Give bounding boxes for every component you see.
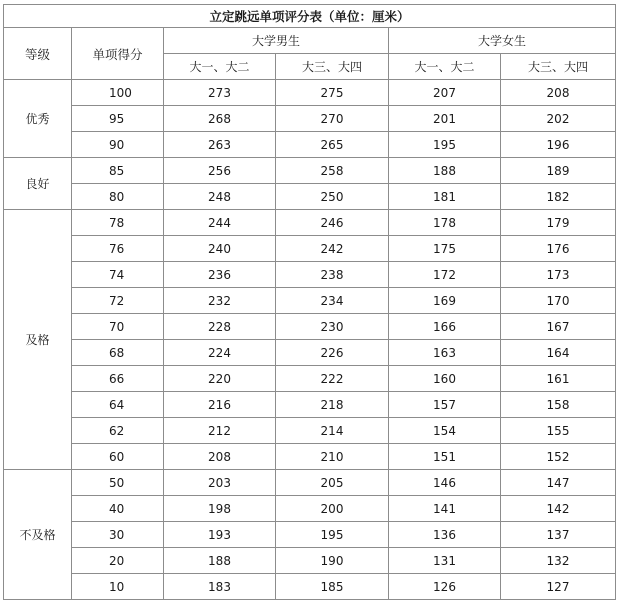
table-row — [4, 522, 616, 548]
table-row — [4, 470, 616, 496]
female-year34-header: 大三、大四 — [501, 54, 616, 80]
score-cell: 10 — [72, 574, 164, 600]
table-row — [4, 236, 616, 262]
female-year12-cell: 195 — [389, 132, 501, 158]
male-year12-cell: 240 — [164, 236, 276, 262]
score-cell: 74 — [72, 262, 164, 288]
table-title: 立定跳远单项评分表（单位：厘米） — [4, 5, 616, 28]
female-year12-cell: 163 — [389, 340, 501, 366]
male-year34-cell: 205 — [276, 470, 389, 496]
male-year34-cell: 246 — [276, 210, 389, 236]
female-year12-cell: 126 — [389, 574, 501, 600]
female-year12-cell: 178 — [389, 210, 501, 236]
score-cell: 90 — [72, 132, 164, 158]
score-cell: 72 — [72, 288, 164, 314]
male-year34-cell: 222 — [276, 366, 389, 392]
score-cell: 85 — [72, 158, 164, 184]
male-year12-cell: 236 — [164, 262, 276, 288]
male-year12-cell: 273 — [164, 80, 276, 106]
male-year34-header: 大三、大四 — [276, 54, 389, 80]
female-year12-cell: 157 — [389, 392, 501, 418]
score-cell: 100 — [72, 80, 164, 106]
table-row — [4, 210, 616, 236]
female-year12-cell: 175 — [389, 236, 501, 262]
male-year34-cell: 265 — [276, 132, 389, 158]
male-year12-cell: 183 — [164, 574, 276, 600]
table-row — [4, 158, 616, 184]
male-year12-cell: 263 — [164, 132, 276, 158]
grade-cell: 及格 — [4, 210, 72, 470]
female-year12-cell: 169 — [389, 288, 501, 314]
score-cell: 68 — [72, 340, 164, 366]
female-year34-cell: 196 — [501, 132, 616, 158]
table-row — [4, 80, 616, 106]
female-year12-cell: 146 — [389, 470, 501, 496]
male-year12-cell: 224 — [164, 340, 276, 366]
male-year12-header: 大一、大二 — [164, 54, 276, 80]
score-cell: 50 — [72, 470, 164, 496]
grade-cell: 良好 — [4, 158, 72, 210]
male-year12-cell: 188 — [164, 548, 276, 574]
male-year34-cell: 238 — [276, 262, 389, 288]
female-year34-cell: 161 — [501, 366, 616, 392]
table-row — [4, 392, 616, 418]
female-year34-cell: 152 — [501, 444, 616, 470]
male-year12-cell: 248 — [164, 184, 276, 210]
female-year34-cell: 202 — [501, 106, 616, 132]
table-row — [4, 340, 616, 366]
score-cell: 66 — [72, 366, 164, 392]
table-row — [4, 496, 616, 522]
score-header: 单项得分 — [72, 28, 164, 80]
male-year12-cell: 198 — [164, 496, 276, 522]
female-header: 大学女生 — [389, 28, 616, 54]
table-row — [4, 106, 616, 132]
female-year34-cell: 167 — [501, 314, 616, 340]
female-year34-cell: 155 — [501, 418, 616, 444]
score-cell: 95 — [72, 106, 164, 132]
male-year12-cell: 268 — [164, 106, 276, 132]
table-row — [4, 574, 616, 600]
female-year12-cell: 188 — [389, 158, 501, 184]
male-year12-cell: 220 — [164, 366, 276, 392]
female-year34-cell: 176 — [501, 236, 616, 262]
score-cell: 30 — [72, 522, 164, 548]
male-year12-cell: 203 — [164, 470, 276, 496]
male-year34-cell: 275 — [276, 80, 389, 106]
male-year12-cell: 228 — [164, 314, 276, 340]
female-year12-cell: 131 — [389, 548, 501, 574]
grade-cell: 优秀 — [4, 80, 72, 158]
male-year34-cell: 214 — [276, 418, 389, 444]
male-year34-cell: 218 — [276, 392, 389, 418]
male-year34-cell: 270 — [276, 106, 389, 132]
female-year12-cell: 160 — [389, 366, 501, 392]
female-year34-cell: 164 — [501, 340, 616, 366]
female-year12-cell: 181 — [389, 184, 501, 210]
male-year34-cell: 226 — [276, 340, 389, 366]
grade-header: 等级 — [4, 28, 72, 80]
male-year12-cell: 216 — [164, 392, 276, 418]
female-year34-cell: 132 — [501, 548, 616, 574]
table-row — [4, 444, 616, 470]
score-cell: 78 — [72, 210, 164, 236]
female-year34-cell: 179 — [501, 210, 616, 236]
male-year12-cell: 193 — [164, 522, 276, 548]
female-year34-cell: 147 — [501, 470, 616, 496]
male-year12-cell: 232 — [164, 288, 276, 314]
male-year34-cell: 242 — [276, 236, 389, 262]
male-year34-cell: 195 — [276, 522, 389, 548]
female-year34-cell: 170 — [501, 288, 616, 314]
score-cell: 70 — [72, 314, 164, 340]
male-year34-cell: 234 — [276, 288, 389, 314]
female-year12-cell: 141 — [389, 496, 501, 522]
score-cell: 20 — [72, 548, 164, 574]
female-year34-cell: 127 — [501, 574, 616, 600]
score-cell: 62 — [72, 418, 164, 444]
female-year12-cell: 166 — [389, 314, 501, 340]
female-year12-header: 大一、大二 — [389, 54, 501, 80]
male-year34-cell: 200 — [276, 496, 389, 522]
male-year34-cell: 185 — [276, 574, 389, 600]
table-row — [4, 132, 616, 158]
male-year34-cell: 210 — [276, 444, 389, 470]
male-year12-cell: 256 — [164, 158, 276, 184]
female-year12-cell: 201 — [389, 106, 501, 132]
table-row — [4, 184, 616, 210]
female-year12-cell: 207 — [389, 80, 501, 106]
score-cell: 64 — [72, 392, 164, 418]
score-cell: 80 — [72, 184, 164, 210]
female-year34-cell: 208 — [501, 80, 616, 106]
male-year12-cell: 244 — [164, 210, 276, 236]
grade-cell: 不及格 — [4, 470, 72, 600]
female-year34-cell: 158 — [501, 392, 616, 418]
female-year12-cell: 154 — [389, 418, 501, 444]
table-body — [4, 80, 616, 600]
female-year34-cell: 137 — [501, 522, 616, 548]
female-year34-cell: 142 — [501, 496, 616, 522]
male-year12-cell: 212 — [164, 418, 276, 444]
score-table — [3, 4, 616, 600]
female-year34-cell: 173 — [501, 262, 616, 288]
male-year34-cell: 230 — [276, 314, 389, 340]
table-row — [4, 366, 616, 392]
male-year34-cell: 258 — [276, 158, 389, 184]
male-year34-cell: 190 — [276, 548, 389, 574]
male-year12-cell: 208 — [164, 444, 276, 470]
score-cell: 76 — [72, 236, 164, 262]
female-year34-cell: 189 — [501, 158, 616, 184]
table-row — [4, 548, 616, 574]
male-year34-cell: 250 — [276, 184, 389, 210]
table-row — [4, 262, 616, 288]
male-header: 大学男生 — [164, 28, 389, 54]
female-year34-cell: 182 — [501, 184, 616, 210]
female-year12-cell: 136 — [389, 522, 501, 548]
female-year12-cell: 151 — [389, 444, 501, 470]
score-cell: 60 — [72, 444, 164, 470]
table-row — [4, 288, 616, 314]
score-cell: 40 — [72, 496, 164, 522]
female-year12-cell: 172 — [389, 262, 501, 288]
table-row — [4, 314, 616, 340]
table-row — [4, 418, 616, 444]
